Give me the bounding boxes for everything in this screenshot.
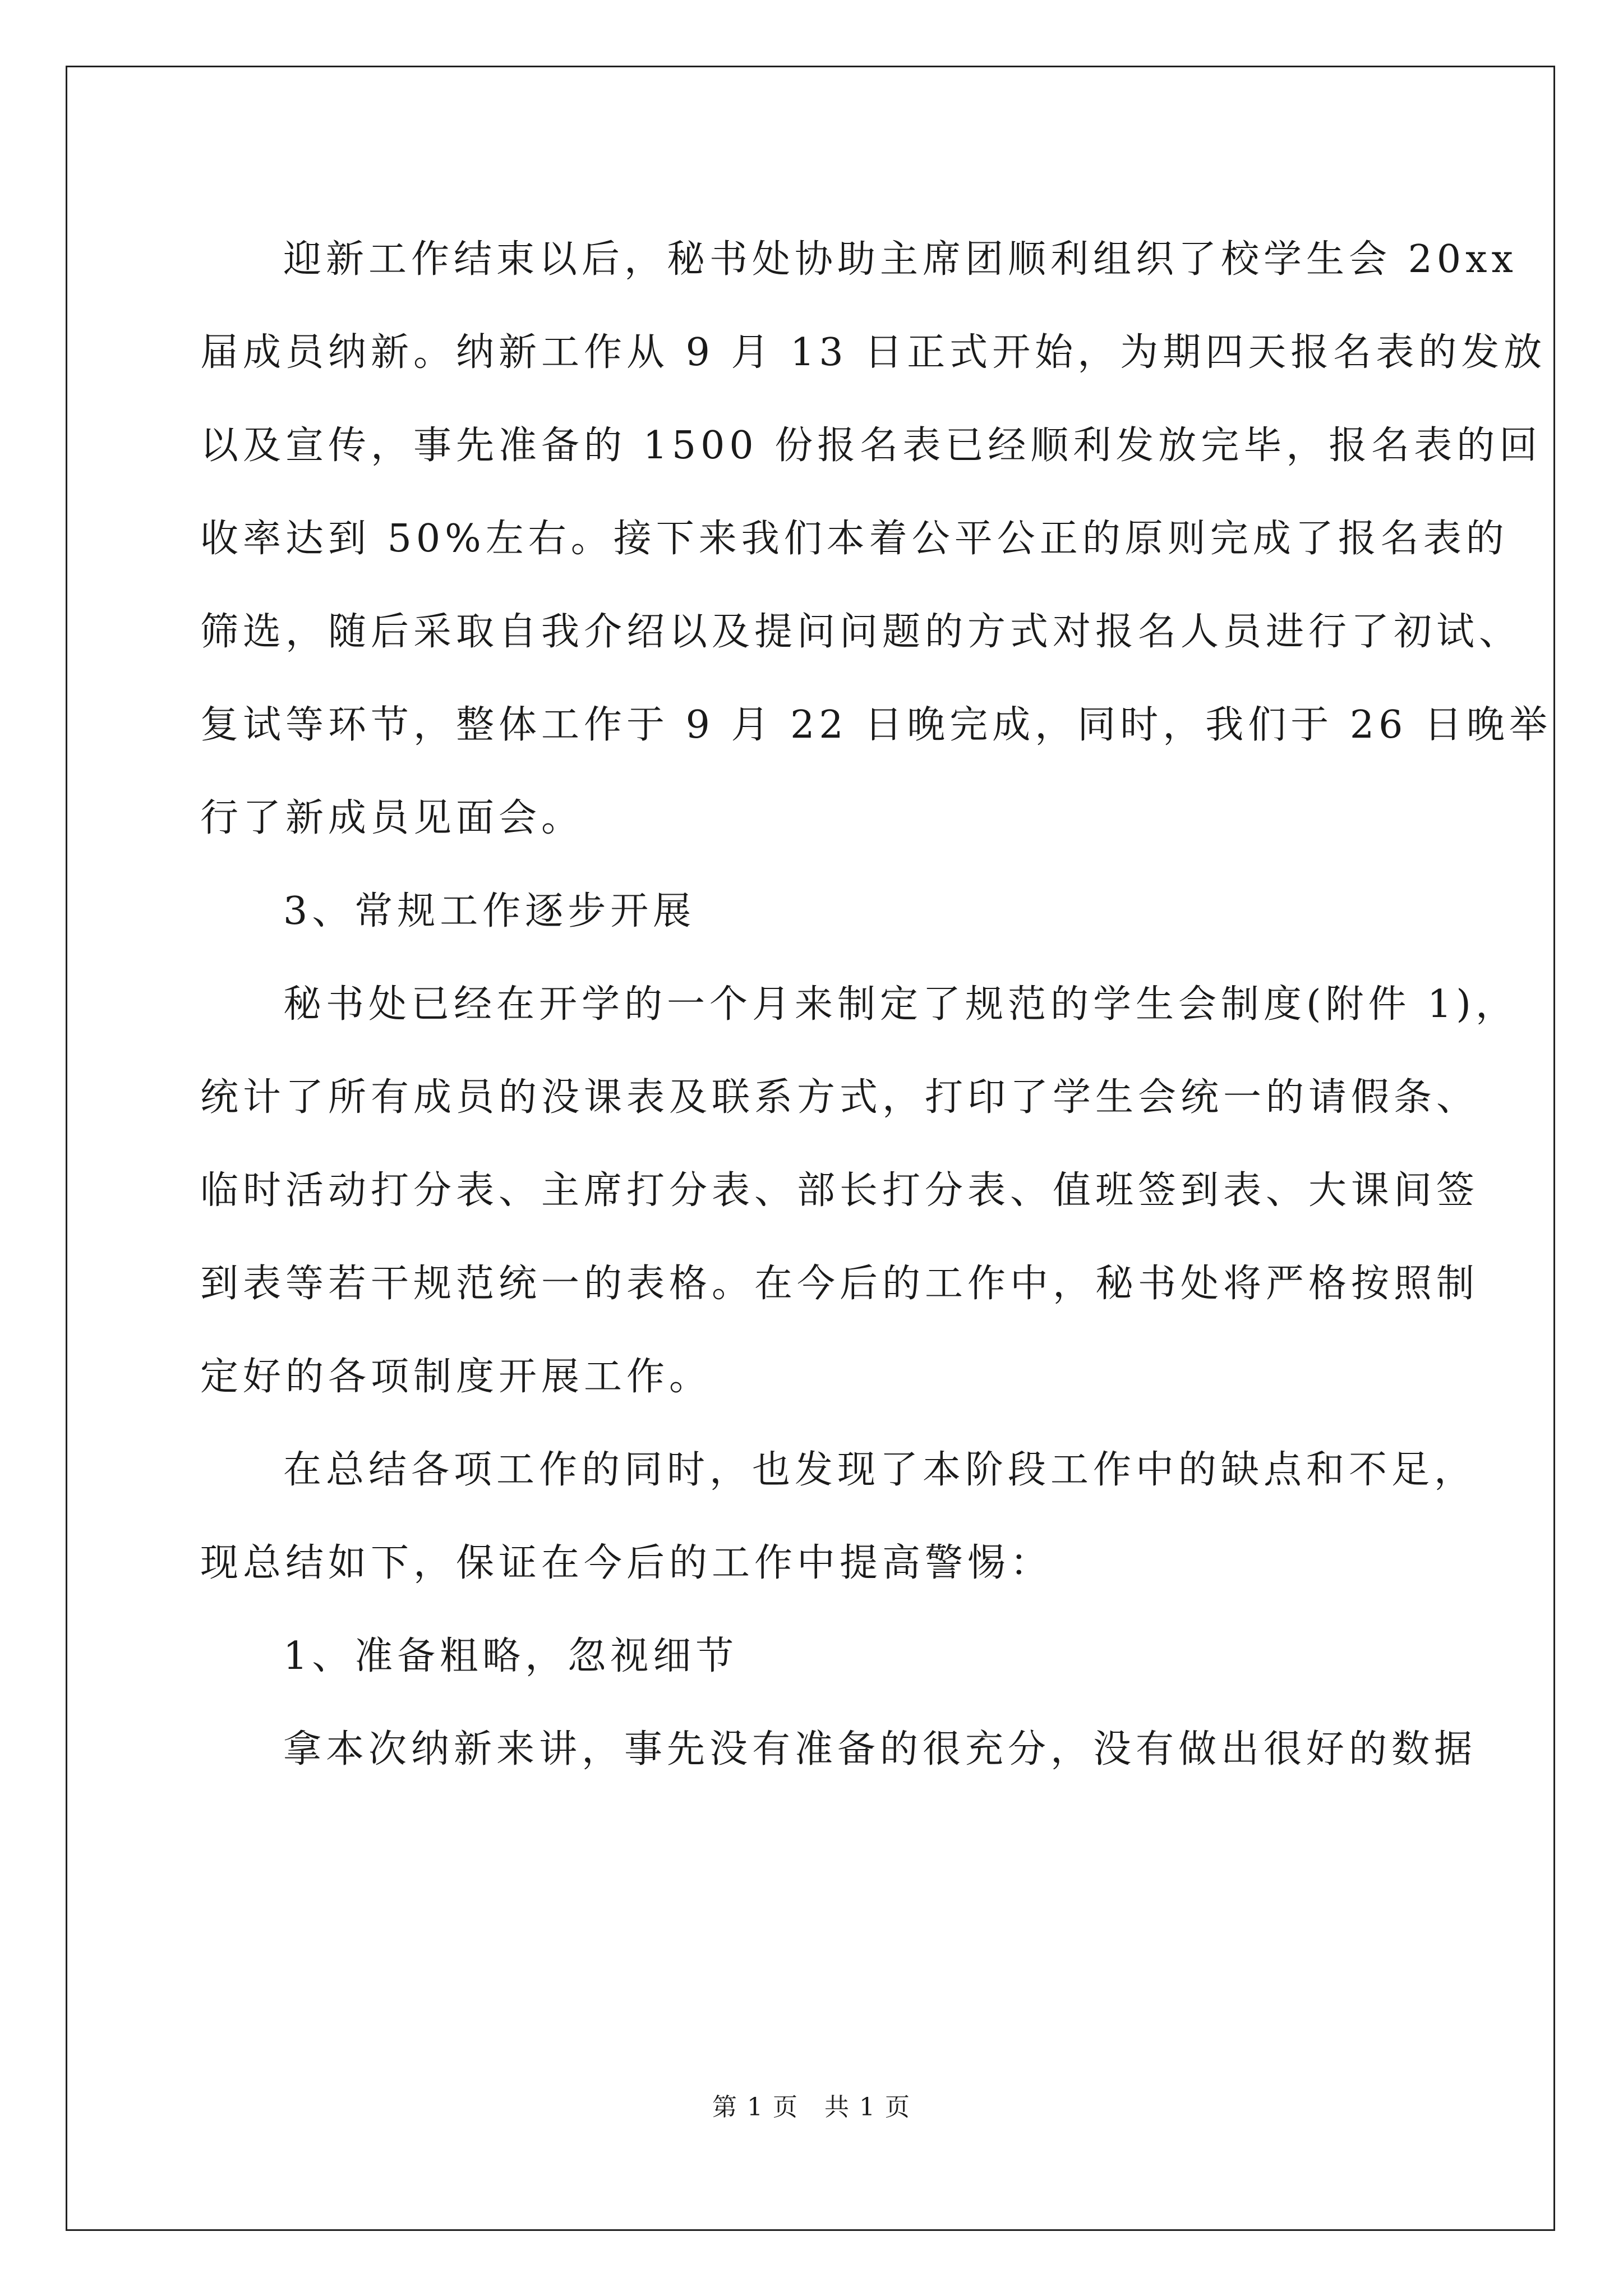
paragraph-line: 收率达到 50%左右。接下来我们本着公平公正的原则完成了报名表的 [200, 517, 1509, 561]
paragraph-line: 现总结如下，保证在今后的工作中提高警惕： [200, 1541, 1053, 1585]
paragraph-line: 到表等若干规范统一的表格。在今后的工作中，秘书处将严格按照制 [200, 1262, 1479, 1306]
paragraph-line: 秘书处已经在开学的一个月来制定了规范的学生会制度(附件 1)， [283, 982, 1518, 1027]
paragraph-line: 届成员纳新。纳新工作从 9 月 13 日正式开始，为期四天报名表的发放 [200, 330, 1547, 375]
page-number-footer: 第 1 页 共 1 页 [712, 2093, 911, 2122]
paragraph-line: 拿本次纳新来讲，事先没有准备的很充分，没有做出很好的数据 [283, 1727, 1477, 1772]
paragraph-line: 临时活动打分表、主席打分表、部长打分表、值班签到表、大课间签 [200, 1168, 1479, 1213]
paragraph-line: 以及宣传，事先准备的 1500 份报名表已经顺利发放完毕，报名表的回 [200, 424, 1542, 468]
paragraph-line: 定好的各项制度开展工作。 [200, 1355, 712, 1399]
paragraph-line: 迎新工作结束以后，秘书处协助主席团顺利组织了校学生会 20xx [283, 237, 1518, 282]
section-heading: 1、准备粗略，忽视细节 [283, 1634, 739, 1678]
paragraph-line: 在总结各项工作的同时，也发现了本阶段工作中的缺点和不足， [283, 1448, 1477, 1492]
paragraph-line: 统计了所有成员的没课表及联系方式，打印了学生会统一的请假条、 [200, 1075, 1479, 1120]
paragraph-line: 筛选，随后采取自我介绍以及提问问题的方式对报名人员进行了初试、 [200, 610, 1522, 654]
document-body [200, 213, 1552, 1796]
paragraph-line: 复试等环节，整体工作于 9 月 22 日晚完成，同时，我们于 26 日晚举 [200, 703, 1552, 747]
section-heading: 3、常规工作逐步开展 [283, 889, 696, 933]
paragraph-line: 行了新成员见面会。 [200, 796, 584, 840]
